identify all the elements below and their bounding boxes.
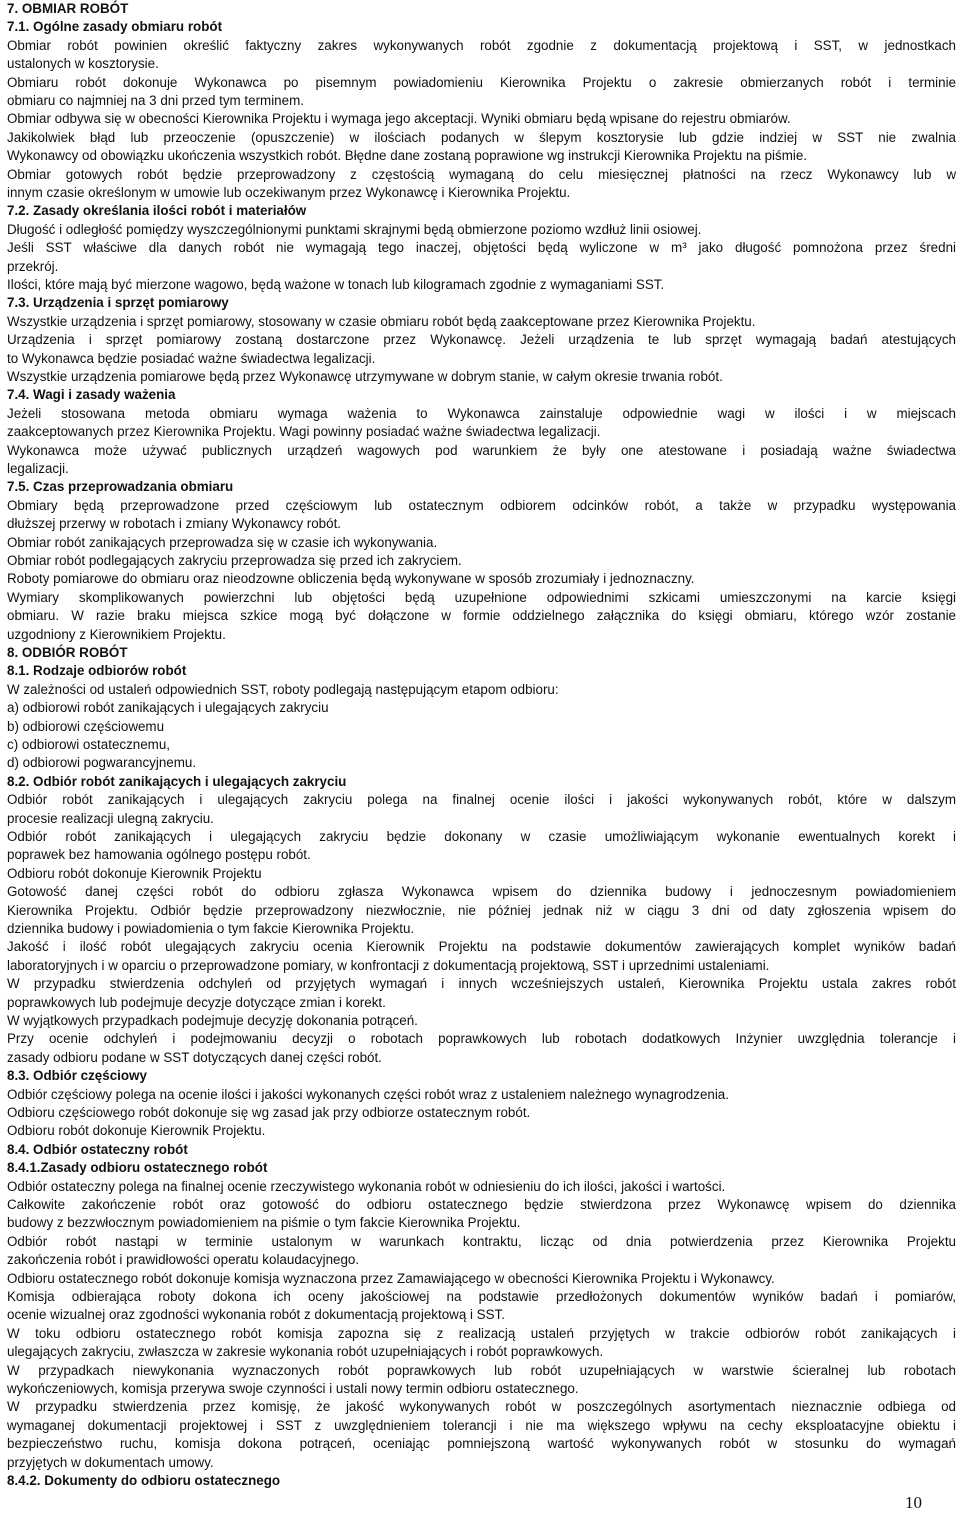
text-line: ocenie wizualnej oraz zgodności wykonania robót z dokumentacją projektową i SST. [7, 1307, 505, 1323]
text-line: Jeśli SST właściwe dla danych robót nie wymagają tego inaczej, objętości będą wyliczone w m³ jako długość pomnożona przez średni [7, 240, 956, 256]
text-line: d) odbiorowi pogwarancyjnemu. [7, 755, 197, 771]
text-line: Wszystkie urządzenia i sprzęt pomiarowy, stosowany w czasie obmiaru robót będą zaakceptowane przez Kierownika Projektu. [7, 313, 756, 329]
text-line: b) odbiorowi częściowemu [7, 718, 165, 734]
text-line: legalizacji. [7, 461, 69, 476]
text-line: Kierownika Projektu. Odbiór będzie przeprowadzony niezwłocznie, nie później jednak niż w ciągu 3 dni od daty zgłoszenia wpisem do [7, 902, 956, 918]
text-line: poprawek bez hamowania ogólnego postępu robót. [7, 847, 311, 863]
text-line: Obmiaru robót dokonuje Wykonawca po pisemnym powiadomieniu Kierownika Projektu o zakresie obmierzanych robót i terminie [7, 74, 956, 90]
section-heading: 8.3. Odbiór częściowy [7, 1068, 147, 1084]
text-line: Jakość i ilość robót ulegających zakryciu ocenia Kierownik Projektu na podstawie dokumentów zawierających komplet wyników badań [7, 939, 956, 955]
text-line: Jakikolwiek błąd lub przeoczenie (opuszczenie) w ilościach podanych w ślepym kosztorysie lub gdzie indziej w SST nie zwalnia [7, 129, 956, 145]
text-line: Odbioru ostatecznego robót dokonuje komisja wyznaczona przez Zamawiającego w obecności Kierownika Projektu i Wykonawcy. [7, 1270, 775, 1286]
text-line: Jeżeli stosowana metoda obmiaru wymaga ważenia to Wykonawca zainstaluje odpowiednie wagi w ilości i w miejscach [7, 405, 956, 421]
text-line: Wykonawca może używać publicznych urządzeń wagowych pod warunkiem że były one atestowane i posiadają ważne świadectwa [7, 442, 956, 458]
section-heading: 8.2. Odbiór robót zanikających i ulegających zakryciu [7, 773, 347, 789]
section-heading: 8.4.1.Zasady odbioru ostatecznego robót [7, 1160, 268, 1176]
text-line: przyjętych w dokumentach umowy. [7, 1454, 214, 1470]
text-line: Odbioru częściowego robót dokonuje się wg zasad jak przy odbiorze ostatecznym robót. [7, 1105, 531, 1120]
text-line: zasady odbioru podane w SST dotyczących danej części robót. [7, 1049, 382, 1065]
text-line: Obmiar robót powinien określić faktyczny zakres wykonywanych robót zgodnie z dokumentacją projektową i SST, w jednostkach [7, 37, 956, 53]
text-line: Odbiór robót nastąpi w terminie ustalonym w warunkach kontraktu, licząc od dnia potwierdzenia przez Kierownika Projektu [7, 1233, 956, 1249]
text-line: uzgodniony z Kierownikiem Projektu. [7, 626, 226, 642]
text-line: wymaganej dokumentacji projektowej i SST z uwzględnieniem tolerancji i nie ma większego wpływu na cechy eksploatacyjne obiektu i [7, 1417, 956, 1433]
section-heading: 7. OBMIAR ROBÓT [7, 1, 129, 16]
text-line: Odbiór robót zanikających i ulegających zakryciu będzie dokonany w czasie umożliwiającym wykonanie ewentualnych korekt i [7, 829, 956, 844]
text-line: Odbiór częściowy polega na ocenie ilości i jakości wykonanych części robót wraz z ustaleniem należnego wynagrodzenia. [7, 1086, 729, 1102]
text-line: to Wykonawca będzie posiadać ważne świadectwa legalizacji. [7, 350, 376, 366]
section-heading: 8.4. Odbiór ostateczny robót [7, 1141, 188, 1157]
text-line: W toku odbioru ostatecznego robót komisja zapozna się z realizacją ustaleń przyjętych w trakcie odbiorów robót zanikających i [7, 1325, 956, 1341]
section-heading: 7.5. Czas przeprowadzania obmiaru [7, 479, 234, 495]
text-line: a) odbiorowi robót zanikających i ulegających zakryciu [7, 700, 329, 716]
text-line: Wszystkie urządzenia pomiarowe będą przez Wykonawcę utrzymywane w dobrym stanie, w całym okresie trwania robót. [7, 369, 723, 384]
text-line: obmiaru. W razie braku miejsca szkice mogą być dołączone w formie oddzielnego załącznika do księgi obmiaru, którego wzór zostanie [7, 608, 956, 624]
text-line: budowy z bezzwłocznym powiadomieniem na piśmie o tym fakcie Kierownika Projektu. [7, 1215, 521, 1231]
text-line: Odbiór ostateczny polega na finalnej ocenie rzeczywistego wykonania robót w odniesieniu do ich ilości, jakości i wartości. [7, 1178, 726, 1194]
text-line: Odbioru robót dokonuje Kierownik Projektu. [7, 1123, 266, 1139]
text-line: Urządzenia i sprzęt pomiarowy zostaną dostarczone przez Wykonawcę. Jeżeli urządzenia te lub sprzęt wymagają badań atestujących [7, 332, 956, 348]
text-line: procesie realizacji ulegną zakryciu. [7, 810, 214, 826]
text-line: obmiaru co najmniej na 3 dni przed tym terminem. [7, 93, 304, 108]
text-line: przekrój. [7, 258, 59, 274]
text-line: Całkowite zakończenie robót oraz gotowość do odbioru ostatecznego będzie stwierdzona przez Wykonawcę wpisem do dziennika [7, 1197, 956, 1212]
text-line: W wyjątkowych przypadkach podejmuje decyzję dokonania potrąceń. [7, 1013, 418, 1028]
text-line: bezpieczeństwo ruchu, komisja dokona potrąceń, oceniając pomniejszoną wartość wykonywanych robót w stosunku do wymagań [7, 1436, 956, 1452]
text-line: Obmiar robót podlegających zakryciu przeprowadza się przed ich zakryciem. [7, 553, 462, 568]
text-line: W przypadku stwierdzenia odchyleń od przyjętych wymagań i innych wcześniejszych ustaleń, Kierownika Projektu ustala zakres robót [7, 976, 956, 992]
text-line: ulegających zakryciu, zwłaszcza w zakresie wykonania robót uzupełniających i robót poprawkowych. [7, 1344, 604, 1360]
text-line: Przy ocenie odchyleń i podejmowaniu decyzji o robotach poprawkowych lub robotach dodatkowych Inżynier uwzględnia tolerancje i [7, 1031, 956, 1047]
text-line: zaakceptowanych przez Kierownika Projektu. Wagi powinny posiadać ważne świadectwa legalizacji. [7, 424, 601, 440]
text-line: Odbiór robót zanikających i ulegających zakryciu polega na finalnej ocenie ilości i jakości wykonywanych robót, które w dalszym [7, 792, 956, 808]
text-line: Obmiar odbywa się w obecności Kierownika Projektu i wymaga jego akceptacji. Wyniki obmiaru będą wpisane do rejestru obmiarów. [7, 111, 791, 127]
text-line: Długość i odległość pomiędzy wyszczególnionymi punktami skrajnymi będą obmierzone poziomo wzdłuż linii osiowej. [7, 221, 702, 237]
section-heading: 8.4.2. Dokumenty do odbioru ostatecznego [7, 1473, 281, 1488]
text-line: Wykonawcy od obowiązku ukończenia wszystkich robót. Błędne dane zostaną poprawione wg instrukcji Kierownika Projektu na piśmie. [7, 148, 808, 164]
section-heading: 7.3. Urządzenia i sprzęt pomiarowy [7, 295, 229, 311]
text-line: Gotowość danej części robót do odbioru zgłasza Wykonawca wpisem do dziennika budowy i jednoczesnym powiadomieniem [7, 884, 956, 900]
text-line: dziennika budowy i powiadomienia o tym fakcie Kierownika Projektu. [7, 921, 415, 936]
text-line: W przypadkach niewykonania wyznaczonych robót poprawkowych lub robót uzupełniających w warstwie ścieralnej lub robotach [7, 1362, 956, 1378]
text-line: laboratoryjnych i w oparciu o przeprowadzone pomiary, w konfrontacji z dokumentacją projektową, SST i uprzednimi ustaleniami. [7, 957, 770, 973]
text-line: Odbioru robót dokonuje Kierownik Projektu [7, 865, 262, 881]
text-line: c) odbiorowi ostatecznemu, [7, 737, 170, 752]
text-line: Wymiary skomplikowanych powierzchni lub objętości będą uzupełnione odpowiednimi szkicami umieszczonymi na karcie księgi [7, 589, 956, 605]
text-line: W przypadku stwierdzenia przez komisję, że jakość wykonywanych robót w poszczególnych asortymentach nieznacznie odbiega od [7, 1399, 956, 1415]
section-heading: 7.2. Zasady określania ilości robót i materiałów [7, 203, 307, 219]
text-line: Obmiar gotowych robót będzie przeprowadzony z częstością wymaganą do celu miesięcznej płatności na rzecz Wykonawcy lub w [7, 166, 956, 182]
text-line: Ilości, które mają być mierzone wagowo, będą ważone w tonach lub kilogramach zgodnie z wymaganiami SST. [7, 277, 665, 292]
text-line: innym czasie określonym w umowie lub oczekiwanym przez Wykonawcę i Kierownika Projektu. [7, 185, 571, 200]
text-line: wykończeniowych, komisja przerywa swoje czynności i ustali nowy termin odbioru ostatecznego. [7, 1381, 579, 1396]
text-line: W zależności od ustaleń odpowiednich SST, roboty podlegają następującym etapom odbioru: [7, 681, 559, 697]
text-line: poprawkowych lub podejmuje decyzje dotyczące zmian i korekt. [7, 994, 386, 1010]
text-line: zakończenia robót i prawidłowości operatu kolaudacyjnego. [7, 1252, 360, 1268]
text-line: ustalonych w kosztorysie. [7, 56, 159, 72]
section-heading: 7.4. Wagi i zasady ważenia [7, 387, 176, 403]
text-line: Obmiar robót zanikających przeprowadza się w czasie ich wykonywania. [7, 534, 438, 550]
page-number: 10 [905, 1493, 922, 1512]
section-heading: 8. ODBIÓR ROBÓT [7, 645, 128, 660]
section-heading: 8.1. Rodzaje odbiorów robót [7, 663, 187, 679]
section-heading: 7.1. Ogólne zasady obmiaru robót [7, 19, 223, 35]
text-line: Roboty pomiarowe do obmiaru oraz nieodzowne obliczenia będą wykonywane w sposób zrozumiały i jednoznaczny. [7, 571, 695, 587]
text-line: dłuższej przerwy w robotach i zmiany Wykonawcy robót. [7, 516, 342, 532]
text-line: Komisja odbierająca roboty dokona ich oceny jakościowej na podstawie przedłożonych dokumentów wyników badań i pomiarów, [7, 1289, 956, 1304]
text-line: Obmiary będą przeprowadzone przed częściowym lub ostatecznym odbiorem odcinków robót, a także w przypadku występowania [7, 497, 956, 513]
